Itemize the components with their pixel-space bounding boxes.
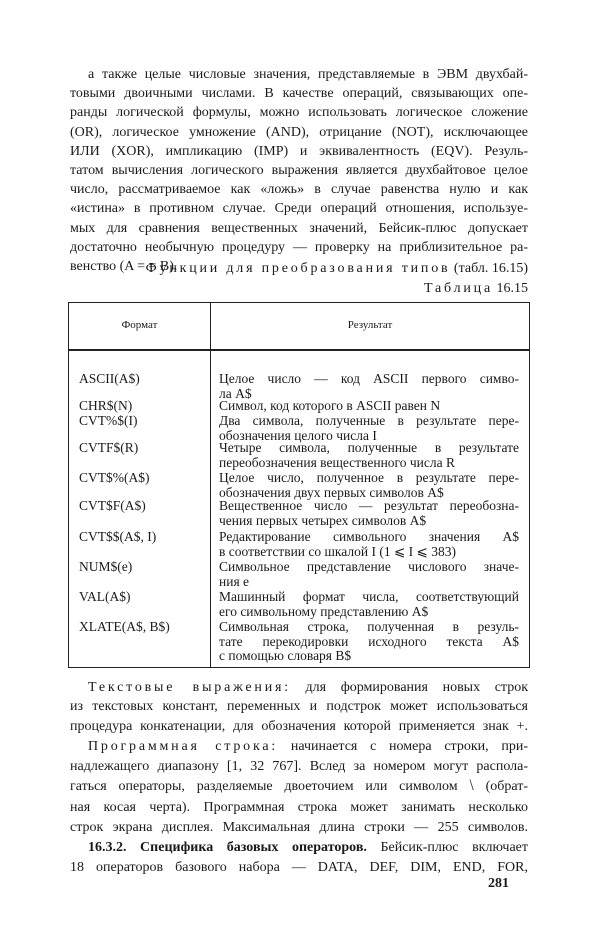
table-cell-result xyxy=(219,399,519,414)
result-line: Символьное представление числового значе- xyxy=(219,559,519,574)
result-line: с помощью словаря B$ xyxy=(219,648,352,663)
result-line: Целое число — код ASCII первого симво- xyxy=(219,371,519,386)
text-run: процедура конкатенации, для обозначения которой применяется знак +. xyxy=(70,719,528,734)
result-line: Четыре символа, полученные в результате xyxy=(219,440,519,455)
header-format: Формат xyxy=(121,319,158,331)
header-rule xyxy=(69,349,529,351)
result-line: Целое число, полученное в результате пере- xyxy=(219,470,519,485)
result-line: Машинный формат числа, соответствующий xyxy=(219,589,519,604)
text-line xyxy=(70,819,528,837)
table-cell-result xyxy=(219,414,519,443)
table-cell-result xyxy=(219,590,519,619)
table-cell-format: XLATE(A$, B$) xyxy=(79,619,170,634)
text-line xyxy=(70,778,528,796)
text-line xyxy=(88,738,528,756)
result-line: Редактирование символьного значения A$ xyxy=(219,529,519,544)
result-line: тате перекодировки исходного текста A$ xyxy=(219,633,519,649)
result-line: его символьному представлению A$ xyxy=(219,603,429,619)
text-line: татом вычисления логического выражения является двухбайтовое целое xyxy=(70,163,528,178)
table-caption-spaced: Функции для преобразования типов xyxy=(145,261,451,276)
result-line: обозначения целого числа I xyxy=(219,427,377,443)
table-caption-ref: (табл. 16.15) xyxy=(450,261,528,276)
table-label-word: Таблица xyxy=(424,281,493,296)
table-cell-result xyxy=(219,560,519,589)
table-cell-result xyxy=(219,372,519,401)
table-cell-format: ASCII(A$) xyxy=(79,371,140,386)
text-line: ранды логической формулы, можно использовать логическое сложение xyxy=(70,105,528,121)
result-line: ла A$ xyxy=(219,385,252,401)
table-cell-result xyxy=(219,499,519,528)
text-line xyxy=(88,679,528,697)
text-run: гаться операторы, разделяемые двоеточием или символом ⧵ (обрат- xyxy=(70,779,528,794)
table-cell-result xyxy=(219,441,519,470)
table-label xyxy=(424,281,528,297)
text-line xyxy=(70,799,528,817)
header-result: Результат xyxy=(347,319,393,331)
table-cell-format: CVT$F(A$) xyxy=(79,498,146,513)
table-cell-format: VAL(A$) xyxy=(79,589,131,604)
text-line: а также целые числовые значения, представляемые в ЭВМ двухбай- xyxy=(88,67,528,82)
text-line: «истина» в противном случае. Среди операций отношения, используе- xyxy=(70,201,528,217)
text-run: из текстовых констант, переменных и подстрок может использоваться xyxy=(70,699,528,714)
section-heading: 16.3.2. Специфика базовых операторов. xyxy=(88,840,367,855)
text-run: для формирования новых строк xyxy=(290,680,528,695)
result-line: Вещественное число — результат переобозна- xyxy=(219,498,519,513)
text-line xyxy=(70,718,528,736)
result-line: обозначения двух первых символов A$ xyxy=(219,484,444,500)
text-line: венство (A = = B). xyxy=(70,259,178,274)
conversion-functions-table xyxy=(68,302,530,668)
result-line: Символ, код которого в ASCII равен N xyxy=(219,398,441,413)
table-cell-format: CVTF$(R) xyxy=(79,440,139,455)
text-run: надлежащего диапазону [1, 32 767]. Вслед за номером могут распола- xyxy=(70,759,528,774)
text-line xyxy=(70,859,528,877)
text-line xyxy=(70,758,528,776)
text-line: мых для сравнения вещественных значений, Бейсик-плюс допускает xyxy=(70,220,528,236)
table-cell-format: CVT$$(A$, I) xyxy=(79,529,157,544)
text-line: число, рассматриваемое как «ложь» в случае равенства нулю и как xyxy=(70,182,528,198)
table-cell-format: CVT%$(I) xyxy=(79,413,138,428)
table-cell-result xyxy=(219,530,519,559)
text-line xyxy=(88,839,528,857)
text-run: начинается с номера строки, при- xyxy=(278,739,528,754)
result-line: чения первых четырех символов A$ xyxy=(219,512,427,528)
table-cell-result xyxy=(219,620,519,664)
text-line: (OR), логическое умножение (AND), отрицание (NOT), исключающее xyxy=(70,124,528,140)
column-divider xyxy=(210,303,211,667)
table-cell-format: CVT$%(A$) xyxy=(79,470,150,485)
table-label-number: 16.15 xyxy=(493,281,528,296)
spaced-term: Текстовые выражения: xyxy=(88,680,291,695)
result-line: Символьная строка, полученная в резуль- xyxy=(219,619,519,634)
text-run: 18 операторов базового набора — DATA, DEF, DIM, END, FOR, xyxy=(70,860,528,875)
table-cell-result xyxy=(219,471,519,500)
text-run: строк экрана дисплея. Максимальная длина строки — 255 символов. xyxy=(70,820,528,835)
result-line: в соответствии со шкалой I (1 ⩽ I ⩽ 383) xyxy=(219,543,456,559)
text-line: товыми двоичными числами. В качестве операций, связывающих опе- xyxy=(70,86,528,102)
page-number: 281 xyxy=(488,876,509,891)
spaced-term: Программная строка: xyxy=(88,739,279,754)
text-line: достаточно необычную процедуру — проверку на приблизительное ра- xyxy=(70,239,528,255)
result-line: ния e xyxy=(219,573,250,589)
text-run: ная косая черта). Программная строка может занимать несколько xyxy=(70,800,528,815)
result-line: переобозначения вещественного числа R xyxy=(219,454,455,470)
text-run: Бейсик-плюс включает xyxy=(366,840,528,855)
table-cell-format: NUM$(e) xyxy=(79,559,133,574)
text-line xyxy=(70,698,528,716)
table-cell-format: CHR$(N) xyxy=(79,398,133,413)
result-line: Два символа, полученные в результате пере- xyxy=(219,413,519,428)
text-line: ИЛИ (XOR), импликацию (IMP) и эквивалентность (EQV). Резуль- xyxy=(70,143,528,159)
